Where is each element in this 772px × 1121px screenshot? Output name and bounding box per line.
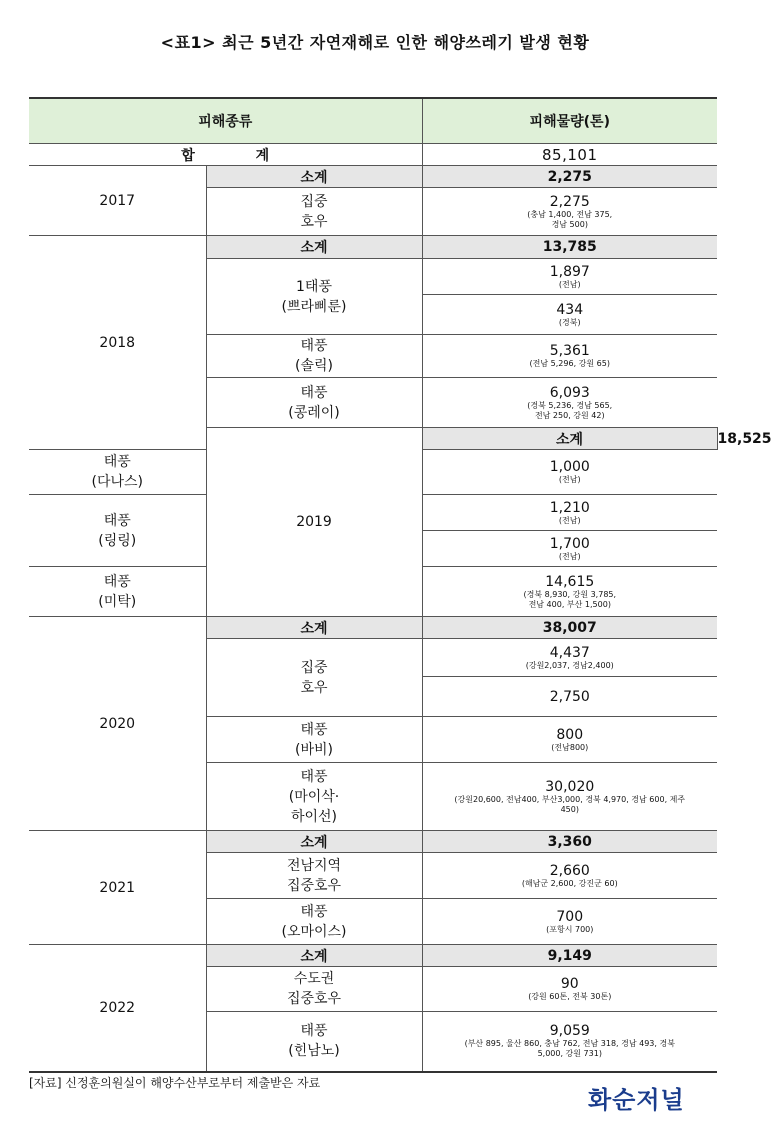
amount-note: (전남)	[558, 279, 581, 289]
subtotal-label: 소계	[206, 617, 422, 639]
damage-type: 태풍 (오마이스)	[206, 899, 422, 945]
amount-value: 2,275	[549, 193, 590, 210]
amount-note: (부산 895, 울산 860, 충남 762, 전남 318, 경남 493, 경북 5,000, 강원 731)	[464, 1039, 675, 1059]
amount-value: 1,210	[549, 499, 590, 516]
amount-note: (강원20,600, 전남400, 부산3,000, 경북 4,970, 경남 600, 제주 450)	[454, 794, 686, 814]
damage-type: 태풍 (솔릭)	[206, 335, 422, 378]
damage-type: 1태풍 (쁘라삐룬)	[206, 259, 422, 335]
subtotal-label: 소계	[206, 236, 422, 259]
subtotal-value: 9,149	[422, 945, 717, 967]
damage-type: 태풍 (콩레이)	[206, 378, 422, 428]
amount-note: (강원2,037, 경남2,400)	[525, 660, 614, 670]
amount-value: 1,897	[549, 263, 590, 280]
amount-note: (경북 8,930, 강원 3,785, 전남 400, 부산 1,500)	[523, 589, 617, 609]
amount-value: 90	[560, 976, 579, 992]
amount-value: 700	[556, 908, 584, 925]
disaster-waste-table: 피해종류 피해물량(톤) 합 계 85,101 2017 소계 2,275 집중 호우 2,275 (충남 1,400, 전남 375, 경남 500) 2018 소계 13,785 1태풍 (쁘라삐룬) 1,897 (전남) 434 (경북) 태풍 (솔릭) 5,361 (전남 5,296, 강원 65) 태풍 (콩레이) 6,093 (경북 5,236, 경남 565, 전남 250, 강원 42) 2019 소계 18,525 태풍 (다나스) 1,000 (전남) 태풍 (링링) 1,210 (전남) 1,700 (전남) 태풍 (미탁) 14,615 (경북 8,930, 강원 3,785, 전남 400, 부산 1,500) 2020 소계 38,007 집중 호우 4,437 (강원2,037, 경남2,400) 2,750 태풍 (바비) 800 (전남800) 태풍 (마이삭· 하이선) 30,020 (강원20,600, 전남400, 부산3,000, 경북 4,970, 경남 600, 제주 450) 2021 소계 3,360 전남지역 집중호우 2,660 (해남군 2,600, 강진군 60) 태풍 (오마이스) 700 (포항시 700) 2022 소계 9,149 수도권 집중호우 90 (강원 60톤, 전북 30톤) 태풍 (힌남노) 9,059 (부산 895, 울산 860, 충남 762, 전남 318, 경남 493, 경북 5,000, 강원 731)	[29, 97, 717, 1073]
total-label: 합 계	[29, 144, 422, 166]
damage-type: 태풍 (힌남노)	[206, 1012, 422, 1072]
header-damage-amount: 피해물량(톤)	[422, 98, 717, 144]
amount-note: (포항시 700)	[546, 924, 594, 934]
header-row	[29, 98, 717, 144]
subtotal-value: 2,275	[422, 166, 717, 188]
table-title: <표1> 최근 5년간 자연재해로 인한 해양쓰레기 발생 현황	[160, 33, 590, 52]
amount-note: (해남군 2,600, 강진군 60)	[521, 878, 618, 888]
damage-type: 태풍 (미탁)	[29, 567, 206, 617]
amount-value: 2,660	[549, 862, 590, 879]
amount-note: (경북 5,236, 경남 565, 전남 250, 강원 42)	[527, 400, 613, 420]
amount-value: 9,059	[549, 1023, 590, 1040]
year-cell: 2022	[29, 945, 206, 1072]
amount-value: 800	[556, 726, 584, 743]
damage-type: 태풍 (바비)	[206, 717, 422, 763]
amount-note: (전남 5,296, 강원 65)	[529, 359, 610, 368]
amount-value: 5,361	[549, 343, 590, 359]
amount-note: (전남)	[558, 515, 581, 525]
amount-value: 6,093	[549, 384, 590, 401]
amount-value: 1,700	[549, 535, 590, 552]
year-cell: 2017	[29, 166, 206, 236]
subtotal-label: 소계	[206, 831, 422, 853]
header-damage-type: 피해종류	[29, 98, 422, 144]
total-value: 85,101	[422, 144, 717, 166]
amount-note: (전남)	[558, 475, 581, 484]
damage-type: 집중 호우	[206, 639, 422, 717]
subtotal-label: 소계	[206, 166, 422, 188]
amount-note: (경북)	[558, 317, 581, 327]
amount-value: 14,615	[545, 573, 595, 590]
amount-note: (충남 1,400, 전남 375, 경남 500)	[527, 209, 613, 229]
subtotal-label: 소계	[422, 428, 717, 450]
subtotal-value: 13,785	[422, 236, 717, 259]
amount-value: 30,020	[545, 778, 595, 795]
damage-type: 태풍 (다나스)	[29, 450, 206, 495]
subtotal-value: 3,360	[422, 831, 717, 853]
damage-type: 수도권 집중호우	[206, 967, 422, 1012]
amount-note: (전남)	[558, 551, 581, 561]
source-note: [자료] 신정훈의원실이 해양수산부로부터 제출받은 자료	[29, 1076, 321, 1090]
year-cell: 2020	[29, 617, 206, 831]
damage-type: 태풍 (마이삭· 하이선)	[206, 763, 422, 831]
year-cell: 2019	[206, 428, 422, 617]
amount-note: (강원 60톤, 전북 30톤)	[528, 992, 612, 1001]
damage-type: 집중 호우	[206, 188, 422, 236]
amount-value: 4,437	[549, 644, 590, 661]
damage-type: 전남지역 집중호우	[206, 853, 422, 899]
amount-value: 434	[556, 301, 584, 318]
subtotal-value: 38,007	[422, 617, 717, 639]
year-cell: 2021	[29, 831, 206, 945]
year-cell: 2018	[29, 236, 206, 450]
damage-type: 태풍 (링링)	[29, 495, 206, 567]
amount-value: 2,750	[549, 688, 590, 705]
total-row	[29, 144, 717, 166]
amount-note: (전남800)	[551, 742, 589, 752]
subtotal-label: 소계	[206, 945, 422, 967]
amount-value: 1,000	[549, 459, 590, 475]
publisher-logo: 화순저널	[588, 1085, 685, 1114]
